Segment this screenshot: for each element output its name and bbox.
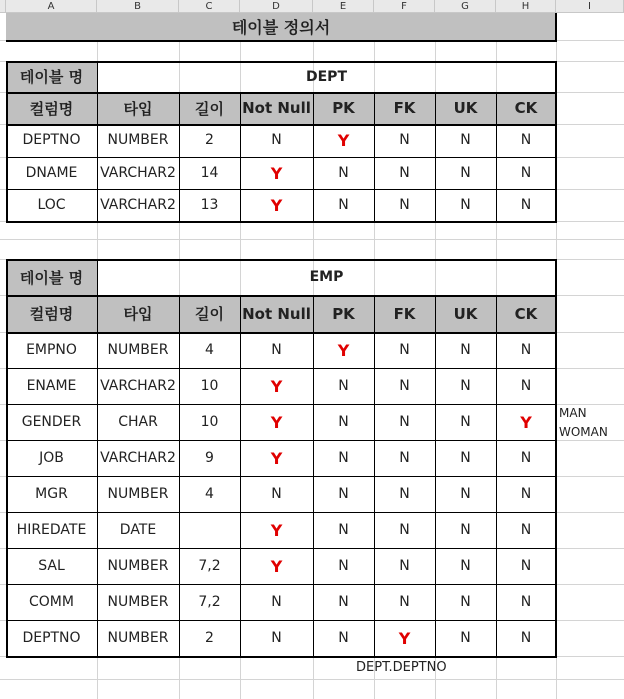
table-cell[interactable]: 10 — [200, 414, 219, 430]
table-border — [6, 548, 557, 549]
column-header-h[interactable]: H — [496, 0, 556, 13]
table-cell[interactable]: N — [338, 378, 349, 394]
table-cell[interactable]: N — [399, 414, 410, 430]
table-cell[interactable]: VARCHAR2 — [100, 165, 176, 181]
column-header-cell: 컬럼명 — [6, 295, 97, 332]
table-cell[interactable]: N — [520, 558, 532, 574]
table-cell[interactable]: LOC — [37, 197, 66, 213]
table-cell[interactable]: N — [520, 450, 532, 466]
table-cell[interactable]: DEPTNO — [22, 630, 81, 646]
table-cell[interactable]: N — [520, 378, 532, 394]
table-border — [374, 92, 375, 221]
table-cell[interactable]: N — [460, 165, 471, 181]
table-cell[interactable]: Y — [270, 376, 283, 396]
table-cell[interactable]: N — [399, 594, 410, 610]
table-cell[interactable]: N — [271, 630, 282, 646]
table-cell[interactable]: GENDER — [21, 414, 82, 430]
column-header-cell: PK — [313, 295, 374, 332]
table-border — [6, 157, 557, 158]
table-border — [6, 221, 557, 223]
table-cell[interactable]: N — [520, 630, 532, 646]
table-cell[interactable]: 4 — [205, 486, 214, 502]
table-cell[interactable]: 10 — [200, 378, 219, 394]
column-header-cell: UK — [435, 92, 496, 124]
sheet-title: 테이블 정의서 — [6, 13, 556, 40]
title-border-bottom — [6, 40, 556, 42]
table-cell[interactable]: 9 — [205, 450, 214, 466]
table-cell[interactable]: N — [460, 558, 471, 574]
table-cell[interactable]: N — [338, 450, 349, 466]
table-cell[interactable]: N — [520, 522, 532, 538]
table-cell[interactable]: VARCHAR2 — [100, 450, 176, 466]
table-cell[interactable]: N — [271, 594, 282, 610]
table-border — [435, 295, 436, 656]
table-cell[interactable]: N — [338, 197, 349, 213]
table-cell[interactable]: N — [399, 165, 410, 181]
table-cell[interactable]: N — [399, 486, 410, 502]
table-cell[interactable]: N — [338, 630, 349, 646]
table-cell[interactable]: N — [271, 132, 282, 148]
column-header-g[interactable]: G — [435, 0, 496, 13]
table-cell[interactable]: N — [520, 342, 532, 358]
table-cell[interactable]: 14 — [200, 165, 219, 181]
column-header-e[interactable]: E — [313, 0, 374, 13]
ck-value-woman: WOMAN — [559, 425, 608, 439]
table-border — [6, 476, 557, 477]
table-border — [6, 368, 557, 369]
table-cell[interactable]: SAL — [38, 558, 65, 574]
table-cell[interactable]: COMM — [29, 594, 74, 610]
table-cell[interactable]: NUMBER — [107, 486, 169, 502]
table-cell[interactable]: HIREDATE — [16, 522, 87, 538]
table-cell[interactable]: NUMBER — [107, 558, 169, 574]
table-cell[interactable]: N — [460, 522, 471, 538]
table-border — [6, 61, 557, 63]
table-border — [6, 124, 557, 126]
table-cell[interactable]: MGR — [35, 486, 68, 502]
table-cell[interactable]: N — [338, 558, 349, 574]
table-cell[interactable]: N — [338, 165, 349, 181]
table-border — [97, 61, 98, 221]
table-name-label: 테이블 명 — [6, 259, 97, 295]
column-header-cell: FK — [374, 92, 435, 124]
table-border — [97, 259, 98, 656]
table-cell[interactable]: Y — [270, 448, 283, 468]
column-header-cell: 타입 — [97, 92, 179, 124]
table-border — [6, 332, 557, 334]
table-cell[interactable]: N — [460, 414, 471, 430]
table-cell[interactable]: DATE — [119, 522, 157, 538]
column-header-cell: FK — [374, 295, 435, 332]
table-cell[interactable]: DEPTNO — [22, 132, 81, 148]
table-border — [555, 259, 557, 658]
column-header-d[interactable]: D — [240, 0, 313, 13]
column-header-a[interactable]: A — [6, 0, 97, 13]
table-cell[interactable]: NUMBER — [107, 594, 169, 610]
table-border — [240, 295, 241, 656]
grid-line-h — [0, 239, 624, 240]
column-header-c[interactable]: C — [179, 0, 240, 13]
table-cell[interactable]: N — [460, 486, 471, 502]
table-border — [435, 92, 436, 221]
column-header-b[interactable]: B — [97, 0, 179, 13]
table-border — [6, 61, 8, 223]
column-header-cell: UK — [435, 295, 496, 332]
table-border — [313, 92, 314, 221]
column-header-cell: CK — [496, 295, 556, 332]
column-header-cell: 컬럼명 — [6, 92, 97, 124]
table-cell[interactable]: N — [338, 594, 349, 610]
table-cell[interactable]: 2 — [205, 630, 214, 646]
table-cell[interactable]: N — [460, 132, 471, 148]
table-cell[interactable]: N — [520, 197, 532, 213]
table-cell[interactable]: N — [399, 378, 410, 394]
table-cell[interactable]: N — [399, 342, 410, 358]
table-cell[interactable]: N — [399, 197, 410, 213]
fk-reference: DEPT.DEPTNO — [356, 660, 447, 675]
table-name-label: 테이블 명 — [6, 61, 97, 92]
table-border — [6, 259, 557, 261]
table-cell[interactable]: Y — [270, 163, 283, 183]
table-cell[interactable]: N — [338, 486, 349, 502]
table-cell[interactable]: N — [460, 594, 471, 610]
table-cell[interactable]: N — [399, 450, 410, 466]
table-border — [179, 295, 180, 656]
table-cell[interactable]: N — [520, 486, 532, 502]
table-cell[interactable]: N — [399, 132, 410, 148]
table-cell[interactable]: N — [520, 594, 532, 610]
column-header-cell: 길이 — [179, 92, 240, 124]
table-border — [6, 404, 557, 405]
table-name: EMP — [309, 269, 344, 285]
column-header-i[interactable]: I — [556, 0, 624, 13]
table-cell[interactable]: N — [520, 132, 532, 148]
table-cell[interactable]: N — [399, 558, 410, 574]
column-header-cell: PK — [313, 92, 374, 124]
table-border — [496, 295, 497, 656]
table-cell[interactable]: N — [460, 342, 471, 358]
table-cell[interactable]: DNAME — [25, 165, 78, 181]
table-name: DEPT — [306, 68, 347, 85]
table-border — [313, 295, 314, 656]
table-cell[interactable]: VARCHAR2 — [100, 378, 176, 394]
table-cell[interactable] — [179, 512, 240, 548]
table-cell[interactable]: N — [460, 630, 471, 646]
column-header-cell: Not Null — [240, 92, 313, 124]
table-border — [6, 512, 557, 513]
table-cell[interactable]: EMPNO — [26, 342, 77, 358]
table-cell[interactable]: 13 — [200, 197, 219, 213]
table-cell[interactable]: NUMBER — [107, 342, 169, 358]
table-cell[interactable]: Y — [270, 195, 283, 215]
table-cell[interactable]: NUMBER — [107, 132, 169, 148]
table-border — [374, 295, 375, 656]
column-header-cell: 타입 — [97, 295, 179, 332]
column-header-f[interactable]: F — [374, 0, 435, 13]
column-header-cell: 길이 — [179, 295, 240, 332]
table-cell[interactable]: Y — [520, 412, 532, 432]
table-border — [6, 656, 557, 658]
table-cell[interactable]: Y — [398, 628, 411, 648]
table-cell[interactable]: VARCHAR2 — [100, 197, 176, 213]
table-cell[interactable]: 7,2 — [198, 594, 221, 610]
table-border — [240, 92, 241, 221]
table-cell[interactable]: N — [520, 165, 532, 181]
column-header-cell: CK — [496, 92, 556, 124]
table-border — [179, 92, 180, 221]
table-cell[interactable]: 2 — [205, 132, 214, 148]
ck-value-man: MAN — [559, 406, 587, 420]
table-cell[interactable]: ENAME — [26, 378, 77, 394]
table-cell[interactable]: N — [460, 378, 471, 394]
table-cell[interactable]: JOB — [39, 450, 64, 466]
table-cell[interactable]: CHAR — [118, 414, 158, 430]
table-border — [6, 620, 557, 621]
title-border-right — [555, 13, 557, 42]
table-cell[interactable]: 7,2 — [198, 558, 221, 574]
table-cell[interactable]: N — [338, 414, 349, 430]
table-cell[interactable]: NUMBER — [107, 630, 169, 646]
column-header-cell: Not Null — [240, 295, 313, 332]
table-cell[interactable]: N — [460, 450, 471, 466]
table-cell[interactable]: Y — [270, 412, 283, 432]
table-border — [6, 440, 557, 441]
table-cell[interactable]: N — [460, 197, 471, 213]
table-cell[interactable]: N — [338, 522, 349, 538]
table-border — [496, 92, 497, 221]
table-border — [6, 295, 557, 297]
table-cell[interactable]: N — [271, 486, 282, 502]
table-cell[interactable]: N — [399, 522, 410, 538]
grid-line-h — [0, 679, 624, 680]
table-border — [6, 189, 557, 190]
table-border — [6, 584, 557, 585]
table-cell[interactable]: Y — [337, 130, 350, 150]
table-cell[interactable]: 4 — [205, 342, 214, 358]
table-border — [555, 61, 557, 223]
table-border — [6, 259, 8, 658]
table-cell[interactable]: Y — [270, 520, 283, 540]
table-border — [6, 92, 557, 94]
table-cell[interactable]: Y — [270, 556, 283, 576]
table-cell[interactable]: N — [271, 342, 282, 358]
table-cell[interactable]: Y — [337, 340, 350, 360]
